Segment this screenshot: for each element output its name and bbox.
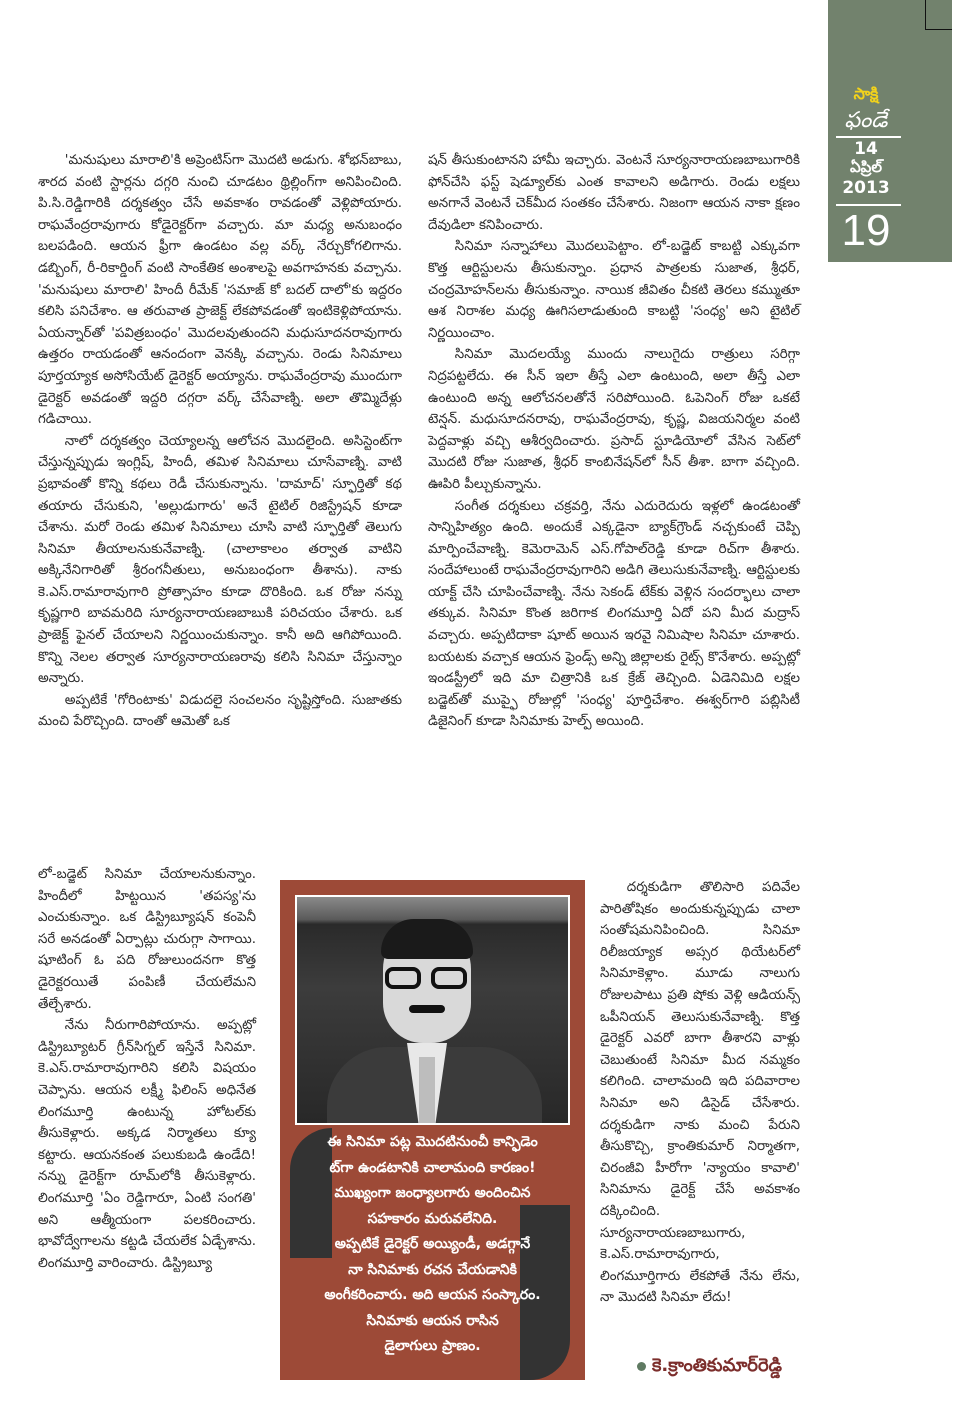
- paragraph: దర్శకుడిగా తొలిసారి పదివేల పారితోషికం అందుకున్నప్పుడు చాలా సంతోషమనిపించింది. సినిమా రిలీజయ్యాక అప్సర థియేటర్‌లో సినిమాకెళ్లాం. మూడు నాలుగు రోజులపాటు ప్రతి షోకు వెళ్లి ఆడియన్స్ ఒపీనియన్ తెలుసుకునేవాణ్ని. కొత్త డైరెక్టర్ ఎవరో బాగా తీశారని వాళ్లు చెబుతుంటే సినిమా మీద నమ్మకం కలిగింది. చాలామంది ఇది పదివారాల సినిమా అని డిసైడ్ చేసేశారు. దర్శకుడిగా నాకు మంచి పేరుని తీసుకొచ్చి, క్రాంతికుమార్ నిర్మాతగా, చిరంజీవి హీరోగా 'న్యాయం కావాలి' సినిమాను డైరెక్ట్ చేసే అవకాశం దక్కించింది. సూర్యనారాయణబాబుగారు, కె.ఎస్.రామారావుగారు, లింగమూర్తిగారు లేకపోతే నేను లేను, నా మొదటి సినిమా లేదు!: [600, 880, 800, 1306]
- pull-quote-text: [284, 1130, 581, 1360]
- page-number: 19: [841, 206, 891, 255]
- glasses-icon: [385, 967, 469, 989]
- paragraph: అప్పటికే 'గోరింటాకు' విడుదలై సంచలనం సృష్టిస్తోంది. సుజాతకు మంచి పేరొచ్చింది. దాంతో ఆమెతో ఒక: [38, 692, 402, 730]
- quote-line: డైలాగులు ప్రాణం.: [384, 1338, 481, 1354]
- paragraph: సంగీత దర్శకులు చక్రవర్తి, నేను ఎదురెదురు ఇళ్లలో ఉండటంతో సాన్నిహిత్యం ఉంది. అందుకే ఎక్కడైనా బ్యాక్‌గ్రౌండ్ నచ్చకుంటే చెప్పి మార్పించేవాణ్ని. కెమెరామెన్ ఎస్.గోపాల్‌రెడ్డి కూడా రిచ్‌గా తీశారు. సందేహాలుంటే రాఘవేంద్రరావుగారిని అడిగి తెలుసుకునేవాణ్ని. ఆర్టిస్టులకు యాక్ట్ చేసి చూపించేవాణ్ని. నేను సెకండ్ టేక్‌కు వెళ్లిన సందర్భాలు చాలా తక్కువ. సినిమా కొంత జరిగాక లింగమూర్తి ఏదో పని మీద మద్రాస్ వచ్చారు. అప్పటిదాకా షూట్ అయిన ఇరవై నిమిషాల సినిమా చూశారు. బయటకు వచ్చాక ఆయన ఫ్రెండ్స్ అన్ని జిల్లాలకు రైట్స్ కొనేశారు. అప్పట్లో ఇండస్ట్రీలో ఇది మా చిత్రానికి ఒక క్రేజ్ తెచ్చింది. ఏడెనిమిది లక్షల బడ్జెట్‌తో ముప్ఫై రోజుల్లో 'సంధ్య' పూర్తిచేశాం. ఈశ్వర్‌గారి పబ్లిసిటీ డిజైనింగ్ కూడా సినిమాకు హెల్ప్ అయింది.: [428, 498, 800, 730]
- divider: [836, 136, 901, 138]
- paragraph: 'మనుషులు మారాలి'కి అప్రెంటిస్‌గా మొదటి అడుగు. శోభన్‌బాబు, శారద వంటి స్టార్లను దగ్గరి నుంచి చూడటం థ్రిల్లింగ్‌గా అనిపించింది. పి.సి.రెడ్డిగారికి దర్శకత్వం చేసే అవకాశం రావడంతో వెళ్లిపోయారు. రాఘవేంద్రరావుగారు కోడైరెక్టర్‌గా వచ్చారు. మా మధ్య అనుబంధం బలపడింది. ఆయన ఫ్రీగా ఉండటం వల్ల వర్క్ నేర్చుకోగలిగాను. డబ్బింగ్, రీ-రికార్డింగ్ వంటి సాంకేతిక అంశాలపై అవగాహనకు వచ్చాను. 'మనుషులు మారాలి' హిందీ రీమేక్ 'సమాజ్ కో బదల్ దాలో'కు ఇద్దరం కలిసి పనిచేశాం. ఆ తరువాత ప్రాజెక్ట్ లేకపోవడంతో ఇంటికెళ్లిపోయాను. ఏయన్నార్‌తో 'పవిత్రబంధం' మొదలవుతుందని మధుసూదనరావుగారు ఉత్తరం రాయడంతో ఆనందంగా వెనక్కి వచ్చాను. రెండు సినిమాలు పూర్తయ్యాక అసోసియేట్ డైరెక్టర్ అయ్యాను. రాఘవేంద్రరావు ముందుగా డైరెక్టర్ అవడంతో ఇద్దరి దగ్గరా వర్క్ చేసేవాణ్ని. అలా తొమ్మిదేళ్లు గడిచాయి.: [38, 153, 402, 428]
- date-year: 2013: [842, 178, 890, 198]
- article-column-2-lower: [600, 877, 800, 1309]
- paragraph: సినిమా సన్నాహాలు మొదలుపెట్టాం. లో-బడ్జెట్ కాబట్టి ఎక్కువగా కొత్త ఆర్టిస్టులను తీసుకున్నాం. ప్రధాన పాత్రలకు సుజాత, శ్రీధర్, చంద్రమోహన్‌లను తీసుకున్నాం. నాయిక జీవితం చీకటి తెరలు కమ్ముతూ ఆశ నిరాశల మధ్య ఊగిసలాడుతుంది కాబట్టి 'సంధ్య' అని టైటిల్ నిర్ణయించాం.: [428, 239, 800, 341]
- quote-line: అంగీకరించారు. అది ఆయన సంస్కారం.: [324, 1287, 541, 1303]
- quote-line: అప్పటికే డైరెక్టర్ అయ్యిండీ, అడగ్గానే: [334, 1236, 531, 1252]
- brand-logo: సాక్షి: [853, 84, 879, 103]
- mustache: [409, 1005, 445, 1013]
- article-column-1-lower: [38, 864, 256, 1274]
- quote-line: సహకారం మరువలేనిది.: [367, 1210, 498, 1227]
- article-column-1: [38, 150, 402, 733]
- paragraph: నాలో దర్శకత్వం చెయ్యాలన్న ఆలోచన మొదలైంది. అసిస్టెంట్‌గా చేస్తున్నప్పుడు ఇంగ్లిష్, హిందీ, తమిళ సినిమాలు చూసేవాణ్ని. వాటి ప్రభావంతో కొన్ని కథలు రెడీ చేసుకున్నాను. 'దామాద్' స్ఫూర్తితో కథ తయారు చేసుకుని, 'అల్లుడుగారు' అనే టైటిల్ రిజిస్ట్రేషన్ కూడా చేశాను. మరో రెండు తమిళ సినిమాలు చూసి వాటి స్ఫూర్తితో తెలుగు సినిమా తీయాలనుకునేవాణ్ని. (చాలాకాలం తర్వాత వాటిని అక్కినేనిగారితో శ్రీరంగనీతులు, అనుబంధంగా తీశాను). నాకు కె.ఎస్.రామారావుగారి ప్రోత్సాహం కూడా దొరికింది. ఒక రోజు నన్ను కృష్ణగారి బావమరిది సూర్యనారాయణబాబుకి పరిచయం చేశారు. ఒక ప్రాజెక్ట్ ఫైనల్ చేయాలని నిర్ణయించుకున్నాం. కానీ అది ఆగిపోయింది. కొన్ని నెలల తర్వాత సూర్యనారాయణరావు కలిసి సినిమా చేస్తున్నాం అన్నారు.: [38, 433, 402, 687]
- date-month: ఏప్రిల్: [850, 158, 882, 176]
- byline: [637, 1355, 782, 1380]
- hair: [381, 919, 473, 959]
- paragraph: షన్ తీసుకుంటానని హామీ ఇచ్చారు. వెంటనే సూర్యనారాయణబాబుగారికి ఫోన్‌చేసి ఫస్ట్ షెడ్యూల్‌కు ఎంత కావాలని అడిగారు. రెండు లక్షలు అనగానే వెంటనే చెక్‌మీద సంతకం చేసేశారు. నిజంగా ఆయన నాకా క్షణం దేవుడిలా కనిపించారు.: [428, 153, 800, 233]
- paragraph: నేను నీరుగారిపోయాను. అప్పట్లో డిస్ట్రిబ్యూటర్ గ్రీన్‌సిగ్నల్ ఇస్తేనే సినిమా. కె.ఎస్.రామారావుగారిని కలిసి విషయం చెప్పాను. ఆయన లక్ష్మీ ఫిలింస్ అధినేత లింగమూర్తి ఉంటున్న హోటల్‌కు తీసుకెళ్లారు. అక్కడ నిర్మాతలు క్యూ కట్టారు. ఆయనకంత పలుకుబడి ఉండేది! నన్ను డైరెక్ట్‌గా రూమ్‌లోకి తీసుకెళ్లారు. లింగమూర్తి 'ఏం రెడ్డిగారూ, ఏంటి సంగతి' అని ఆత్మీయంగా పలకరించారు. భావోద్వేగాలను కట్టడి చేయలేక ఏడ్చేశాను. లింగమూర్తి వారించారు. డిస్ట్రిబ్యూ: [38, 1018, 256, 1271]
- quote-line: ట్‌గా ఉండటానికి చాలామంది కారణం!: [329, 1159, 536, 1176]
- author-name: కె.క్రాంతికుమార్‌రెడ్డి: [652, 1355, 782, 1376]
- quote-line: నా సినిమాకు రచన చేయడానికి: [348, 1261, 517, 1278]
- portrait-photo: [295, 895, 570, 1125]
- tie: [419, 1057, 435, 1123]
- date-day: 14: [854, 139, 878, 159]
- article-column-2: [428, 150, 800, 733]
- paragraph: లో-బడ్జెట్ సినిమా చేయాలనుకున్నాం. హిందీలో హిట్టయిన 'తపస్య'ను ఎంచుకున్నాం. ఒక డిస్ట్రిబ్యూషన్ కంపెనీ సరే అనడంతో ఏర్పాట్లు చురుగ్గా సాగాయి. షూటింగ్ ఓ పది రోజులుందనగా కొత్త డైరెక్టరయితే పంపిణీ చేయలేమని తేల్చేశారు.: [38, 867, 256, 1012]
- corner-mark: [925, 0, 952, 30]
- quote-line: సినిమాకు ఆయన రాసిన: [366, 1312, 499, 1329]
- section-title: ఫండే: [844, 108, 888, 133]
- quote-line: ముఖ్యంగా జంధ్యాలగారు అందించిన: [334, 1185, 531, 1201]
- quote-line: ఈ సినిమా పట్ల మొదటినుంచీ కాన్ఫిడెం: [327, 1134, 538, 1150]
- paragraph: సినిమా మొదలయ్యే ముందు నాలుగైదు రాత్రులు సరిగ్గా నిద్రపట్టలేదు. ఈ సీన్ ఇలా తీస్తే ఎలా ఉంటుంది, అలా తీస్తే ఎలా ఉంటుంది అన్న ఆలోచనలతోనే సరిపోయింది. ఓపెనింగ్ రోజు ఒకటే టెన్షన్. మధుసూదనరావు, రాఘవేంద్రరావు, కృష్ణ, విజయనిర్మల వంటి పెద్దవాళ్లు వచ్చి ఆశీర్వదించారు. ప్రసాద్ స్టూడియోలో వేసిన సెట్‌లో మొదటి రోజు సుజాత, శ్రీధర్ కాంబినేషన్‌లో సీన్ తీశా. బాగా వచ్చింది. ఊపిరి పీల్చుకున్నాను.: [428, 347, 800, 492]
- bullet-icon: [637, 1362, 646, 1371]
